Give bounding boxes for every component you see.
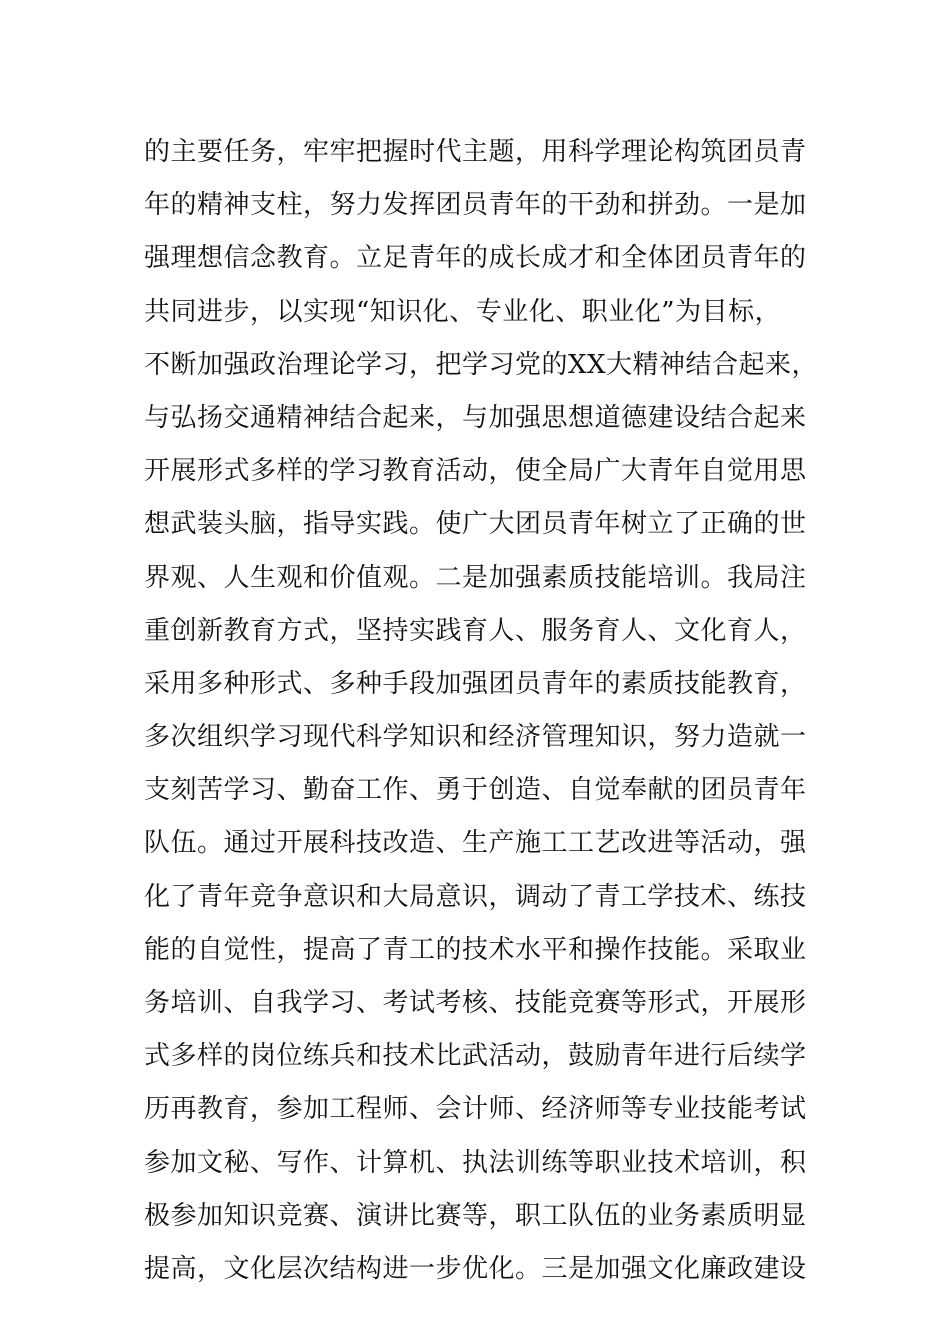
text-line: 与弘扬交通精神结合起来，与加强思想道德建设结合起来 [144,402,807,433]
text-line: 多次组织学习现代科学知识和经济管理知识，努力造就一 [144,722,807,753]
text-line: 历再教育，参加工程师、会计师、经济师等专业技能考试 [144,1094,807,1125]
body-text [144,126,824,1296]
text-line: 界观、人生观和价值观。二是加强素质技能培训。我局注 [144,562,807,593]
text-line: 参加文秘、写作、计算机、执法训练等职业技术培训，积 [144,1147,807,1178]
text-line: 不断加强政治理论学习，把学习党的XX大精神结合起来， [144,349,819,380]
text-line: 年的精神支柱，努力发挥团员青年的干劲和拼劲。一是加 [144,190,807,221]
text-line: 强理想信念教育。立足青年的成长成才和全体团员青年的 [144,243,807,274]
text-line: 想武装头脑，指导实践。使广大团员青年树立了正确的世 [144,509,807,540]
text-line: 队伍。通过开展科技改造、生产施工工艺改进等活动，强 [144,828,807,859]
text-line: 式多样的岗位练兵和技术比武活动，鼓励青年进行后续学 [144,1041,807,1072]
text-line: 支刻苦学习、勤奋工作、勇于创造、自觉奉献的团员青年 [144,775,807,806]
text-line: 采用多种形式、多种手段加强团员青年的素质技能教育， [144,668,807,699]
text-line: 重创新教育方式，坚持实践育人、服务育人、文化育人， [144,615,807,646]
text-line: 化了青年竞争意识和大局意识，调动了青工学技术、练技 [144,881,807,912]
text-line: 务培训、自我学习、考试考核、技能竞赛等形式，开展形 [144,988,807,1018]
text-line: 共同进步，以实现“知识化、专业化、职业化”为目标， [144,296,782,327]
text-line: 的主要任务，牢牢把握时代主题，用科学理论构筑团员青 [144,137,807,167]
text-line: 能的自觉性，提高了青工的技术水平和操作技能。采取业 [144,934,807,965]
text-line: 极参加知识竞赛、演讲比赛等，职工队伍的业务素质明显 [144,1200,807,1231]
text-line: 开展形式多样的学习教育活动，使全局广大青年自觉用思 [144,456,807,487]
text-line: 提高，文化层次结构进一步优化。三是加强文化廉政建设 [144,1253,807,1284]
